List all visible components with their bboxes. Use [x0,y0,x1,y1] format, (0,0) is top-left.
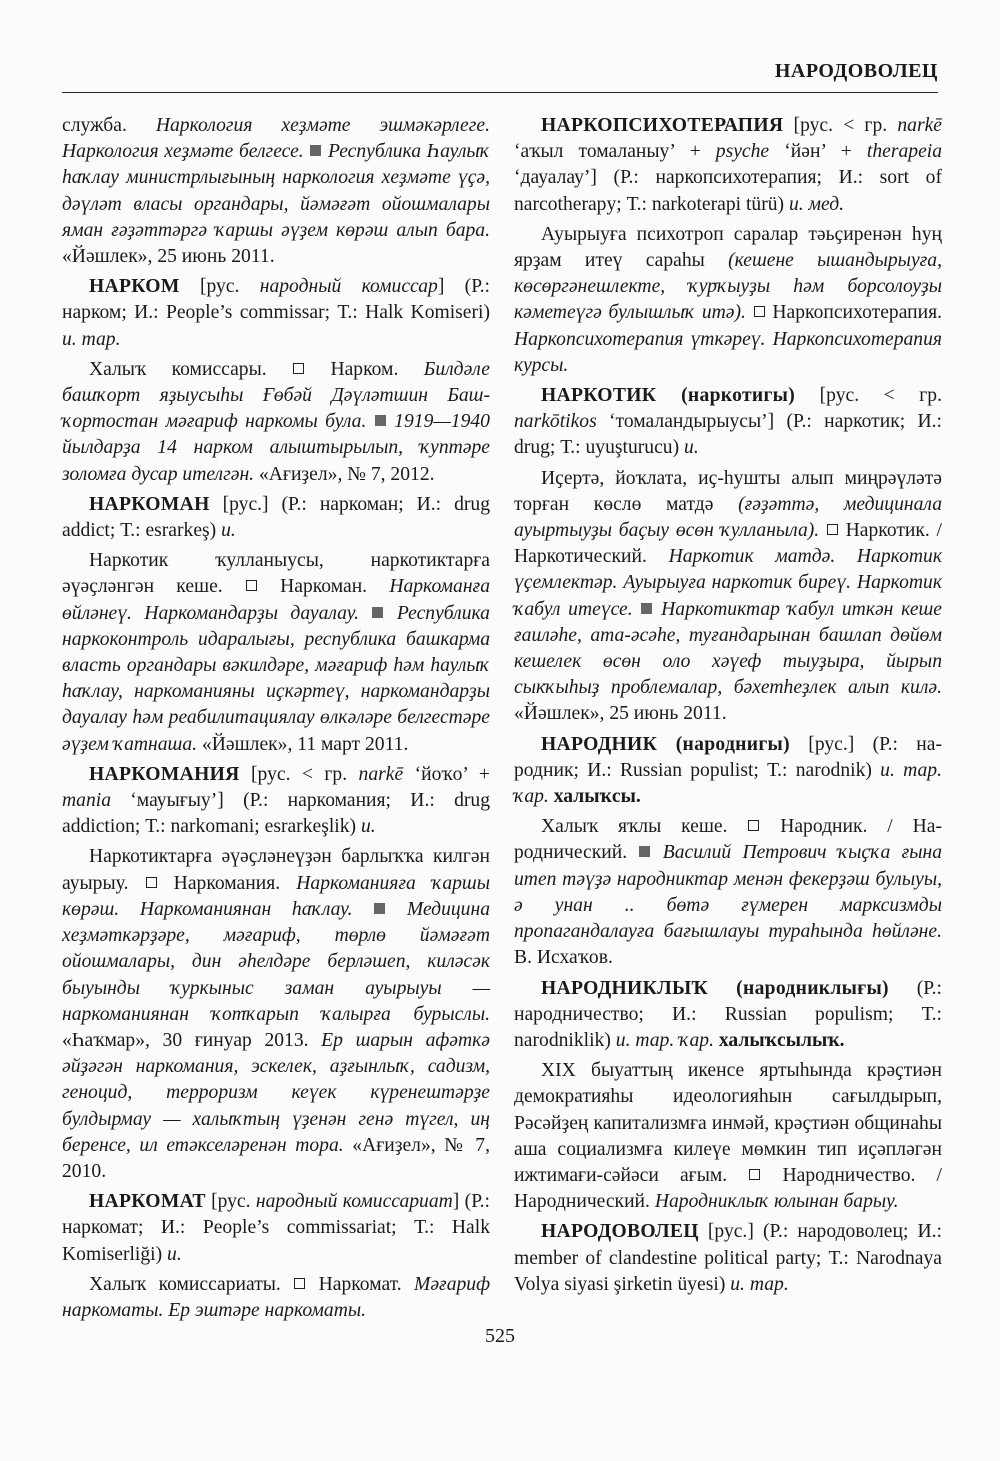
definition-narkom: Халыҡ комиссары. Нарком. Билдәле башҡорт яҙыусыһы Ғөбәй Дәүләтшин Башҡортостан мәғариф наркомы була. 1919—1940 йылдарҙа 14 нарком алыштырылып, ҡуптәре золомға дусар ителгән. «Ағиҙел», № 7, 2012. [62,358,490,485]
headword: НАРКОМАНИЯ [89,763,240,785]
white-square-icon [293,363,304,374]
entry-narkoman: НАРКОМАН [рус.] (Р.: наркоман; И.: drug addict; Т.: esrarkeş) и. [62,493,490,542]
entry-narkopsychotherapy: НАРКОПСИХОТЕРАПИЯ [рус. < гр. narkē ‘аҡыл томаланыу’ + psyche ‘йән’ + therapeia ‘дауалау’] (Р.: наркопсихотерапия; И.: sort of narcotherapy; Т.: narkoterapi türü) и. мед. [514,115,943,215]
header-rule [62,92,938,93]
white-square-icon [749,1169,760,1180]
definition-narkotik: Иҫертә, йоҡлата, иҫ-һушты алып миңрәүләтә торған көслө матдә (ғәҙәттә, медицинала ауыртыуҙы баҫыу өсөн ҡулланыла). Наркотик. / Наркотический. Наркотик матдә. Наркотик үҫемлектәр. Ауырыуға наркотик биреү. Наркотик ҡабул итеүсе. Наркотиктар ҡабул иткән кеше ғаиләһе, ата-әсәһе, туғандарынан башлап дөйөм кешелек өсөн оло хәүеф тыуҙыра, йырып сыкҡыһыҙ проблемалар, бәхетһеҙлек алып килә. «Йәшлек», 25 июнь 2011. [514,467,943,725]
headword: НАРОДНИК (народнигы) [541,733,790,755]
black-square-icon [639,846,650,857]
white-square-icon [827,524,838,535]
headword: НАРКОПСИХОТЕРАПИЯ [541,115,784,136]
entry-narkomat: НАРКОМАТ [рус. народный комиссариат] (Р.: наркомат; И.: People’s commissariat; Т.: Halk Komiserliği) и. [62,1191,490,1265]
entry-narkom: НАРКОМ [рус. народный комиссар] (Р.: нарком; И.: People’s commissar; Т.: Halk Komiseri) и. тар. [62,276,490,350]
definition-narkomania: Наркотиктарға әүәҫләнеүҙән барлыҡҡа килгән ауырыу. Наркомания. Наркоманияға ҡаршы көрәш. Наркоманиянан һаҡлау. Медицина хеҙмәткәрҙәре, мәғариф, төрлө йәмәғәт ойошмалары, дин әһелдәре берләшеп, киләсәк быуынды ҡуркыныс заман ауырыуы — наркоманиянан ҡотҡарып ҡалырға бурыслы. «Һаҡмар», 30 ғинуар 2013. Ер шарын афәткә әйҙәгән наркомания, эскелек, аҙғынлыҡ, садизм, геноцид, терроризм кеүек күренештәрҙе булдырмау — халыҡтың үҙенән генә түгел, иң беренсе, ил етәкселәренән тора. «Ағиҙел», № 7, 2010. [62,846,490,1182]
entry-narodnik: НАРОДНИК (народнигы) [рус.] (Р.: народник; И.: Russian populist; Т.: narodnik) и. тар. ҡар. халыҡсы. [514,733,942,808]
white-square-icon [294,1278,305,1289]
entry-continuation: служба. Наркология хеҙмәте эшмәкәрлеге. Наркология хеҙмәте белгесе. Республика Һаулыҡ һаҡлау министрлығының наркология хеҙмәте үҫә, дәүләт власы органдары, йәмәғәт ойошмалары яман ғәҙәттәргә ҡаршы әүҙем көрәш алып бара. «Йәшлек», 25 июнь 2011. [62,115,491,268]
definition-narodniklyk: XIX быуаттың икенсе яртыһында крәҫтиән демократияһы идеологияһын сағылдырып, Рәсәйҙең капитализмға инмәй, крәҫтиән общинаһы аша социализмға килеүе мөмкин тип иҫәпләгән ижтимағи-сәйәси ағым. Народничество. / Народнический. Народниклыҡ юлынан барыу. [514,1060,942,1213]
headword: НАРКОТИК (наркотигы) [541,385,796,407]
right-column [514,113,942,1302]
definition-narkoman: Наркотик ҡулланыусы, наркотиктарға әүәҫләнгән кеше. Наркоман. Наркоманға өйләнеү. Наркомандарҙы дауалау. Республика наркоконтроль идаралығы, республика башкарма власть органдары вәкилдәре, мәғариф һәм һаулыҡ һаҡлау, наркоманияны иҫкәртеү, наркомандарҙы дауалау һәм реабилитациялау өлкәләре белгестәре әүҙем ҡатнаша. «Йәшлек», 11 март 2011. [62,550,490,755]
black-square-icon [374,903,385,914]
headword: НАРКОМАТ [89,1191,206,1213]
entry-narodovolets: НАРОДОВОЛЕЦ [рус.] (Р.: народоволец; И.: member of clandestine political party; Т.: Narodnaya Volya siyasi şirketin üyesi) и. тар. [514,1221,942,1295]
headword: НАРКОМАН [89,493,210,515]
black-square-icon [310,145,321,156]
black-square-icon [375,415,386,426]
white-square-icon [748,820,759,831]
headword: НАРОДОВОЛЕЦ [541,1221,699,1243]
entry-narodniklyk: НАРОДНИКЛЫҠ (народниклығы) (Р.: народничество; И.: Russian populism; Т.: narodniklik) и. тар. ҡар. халыҡсылыҡ. [514,977,943,1051]
white-square-icon [146,877,157,888]
white-square-icon [754,306,765,317]
definition-narkopsychotherapy: Ауырыуға психотроп саралар тәьҫиренән һуң ярҙам итеү сараһы (кешене ышандырыуға, көсөргәнешлекте, ҡурҡыуҙы һәм борсолоуҙы кәметеүгә булышлыҡ итә). Наркопсихотерапия. Наркопсихотерапия үткәреү. Наркопсихотерапия курсы. [514,223,943,376]
headword: НАРОДНИКЛЫҠ (народниклығы) [541,977,889,999]
page-number: 525 [485,1325,515,1347]
black-square-icon [372,607,383,618]
entry-narkotik: НАРКОТИК (наркотигы) [рус. < гр. narkōtikos ‘томаландырыусы’] (Р.: наркотик; И.: drug; Т.: uyuşturucu) и. [514,385,942,459]
white-square-icon [246,580,257,591]
headword: НАРКОМ [89,276,180,298]
definition-narkomat: Халыҡ комиссариаты. Наркомат. Мәғариф наркоматы. Ер эштәре наркоматы. [62,1273,490,1321]
definition-narodnik: Халыҡ яҡлы кеше. Народник. / Народнический. Василий Петрович ҡыҫҡа ғына итеп тәүҙә народниктар менән фекерҙәш булыуы, ә унан .. бөтә ғүмерен марксизмды пропагандалауға бағышлауы тураһында һөйләне. В. Исхаҡов. [514,816,943,969]
running-head: НАРОДОВОЛЕЦ [774,60,938,82]
black-square-icon [641,603,652,614]
entry-narkomania: НАРКОМАНИЯ [рус. < гр. narkē ‘йоҡо’ + mania ‘мауығыу’] (Р.: наркомания; И.: drug addiction; Т.: narkomani; esrarkeşlik) и. [62,763,490,838]
left-column [62,113,490,1328]
